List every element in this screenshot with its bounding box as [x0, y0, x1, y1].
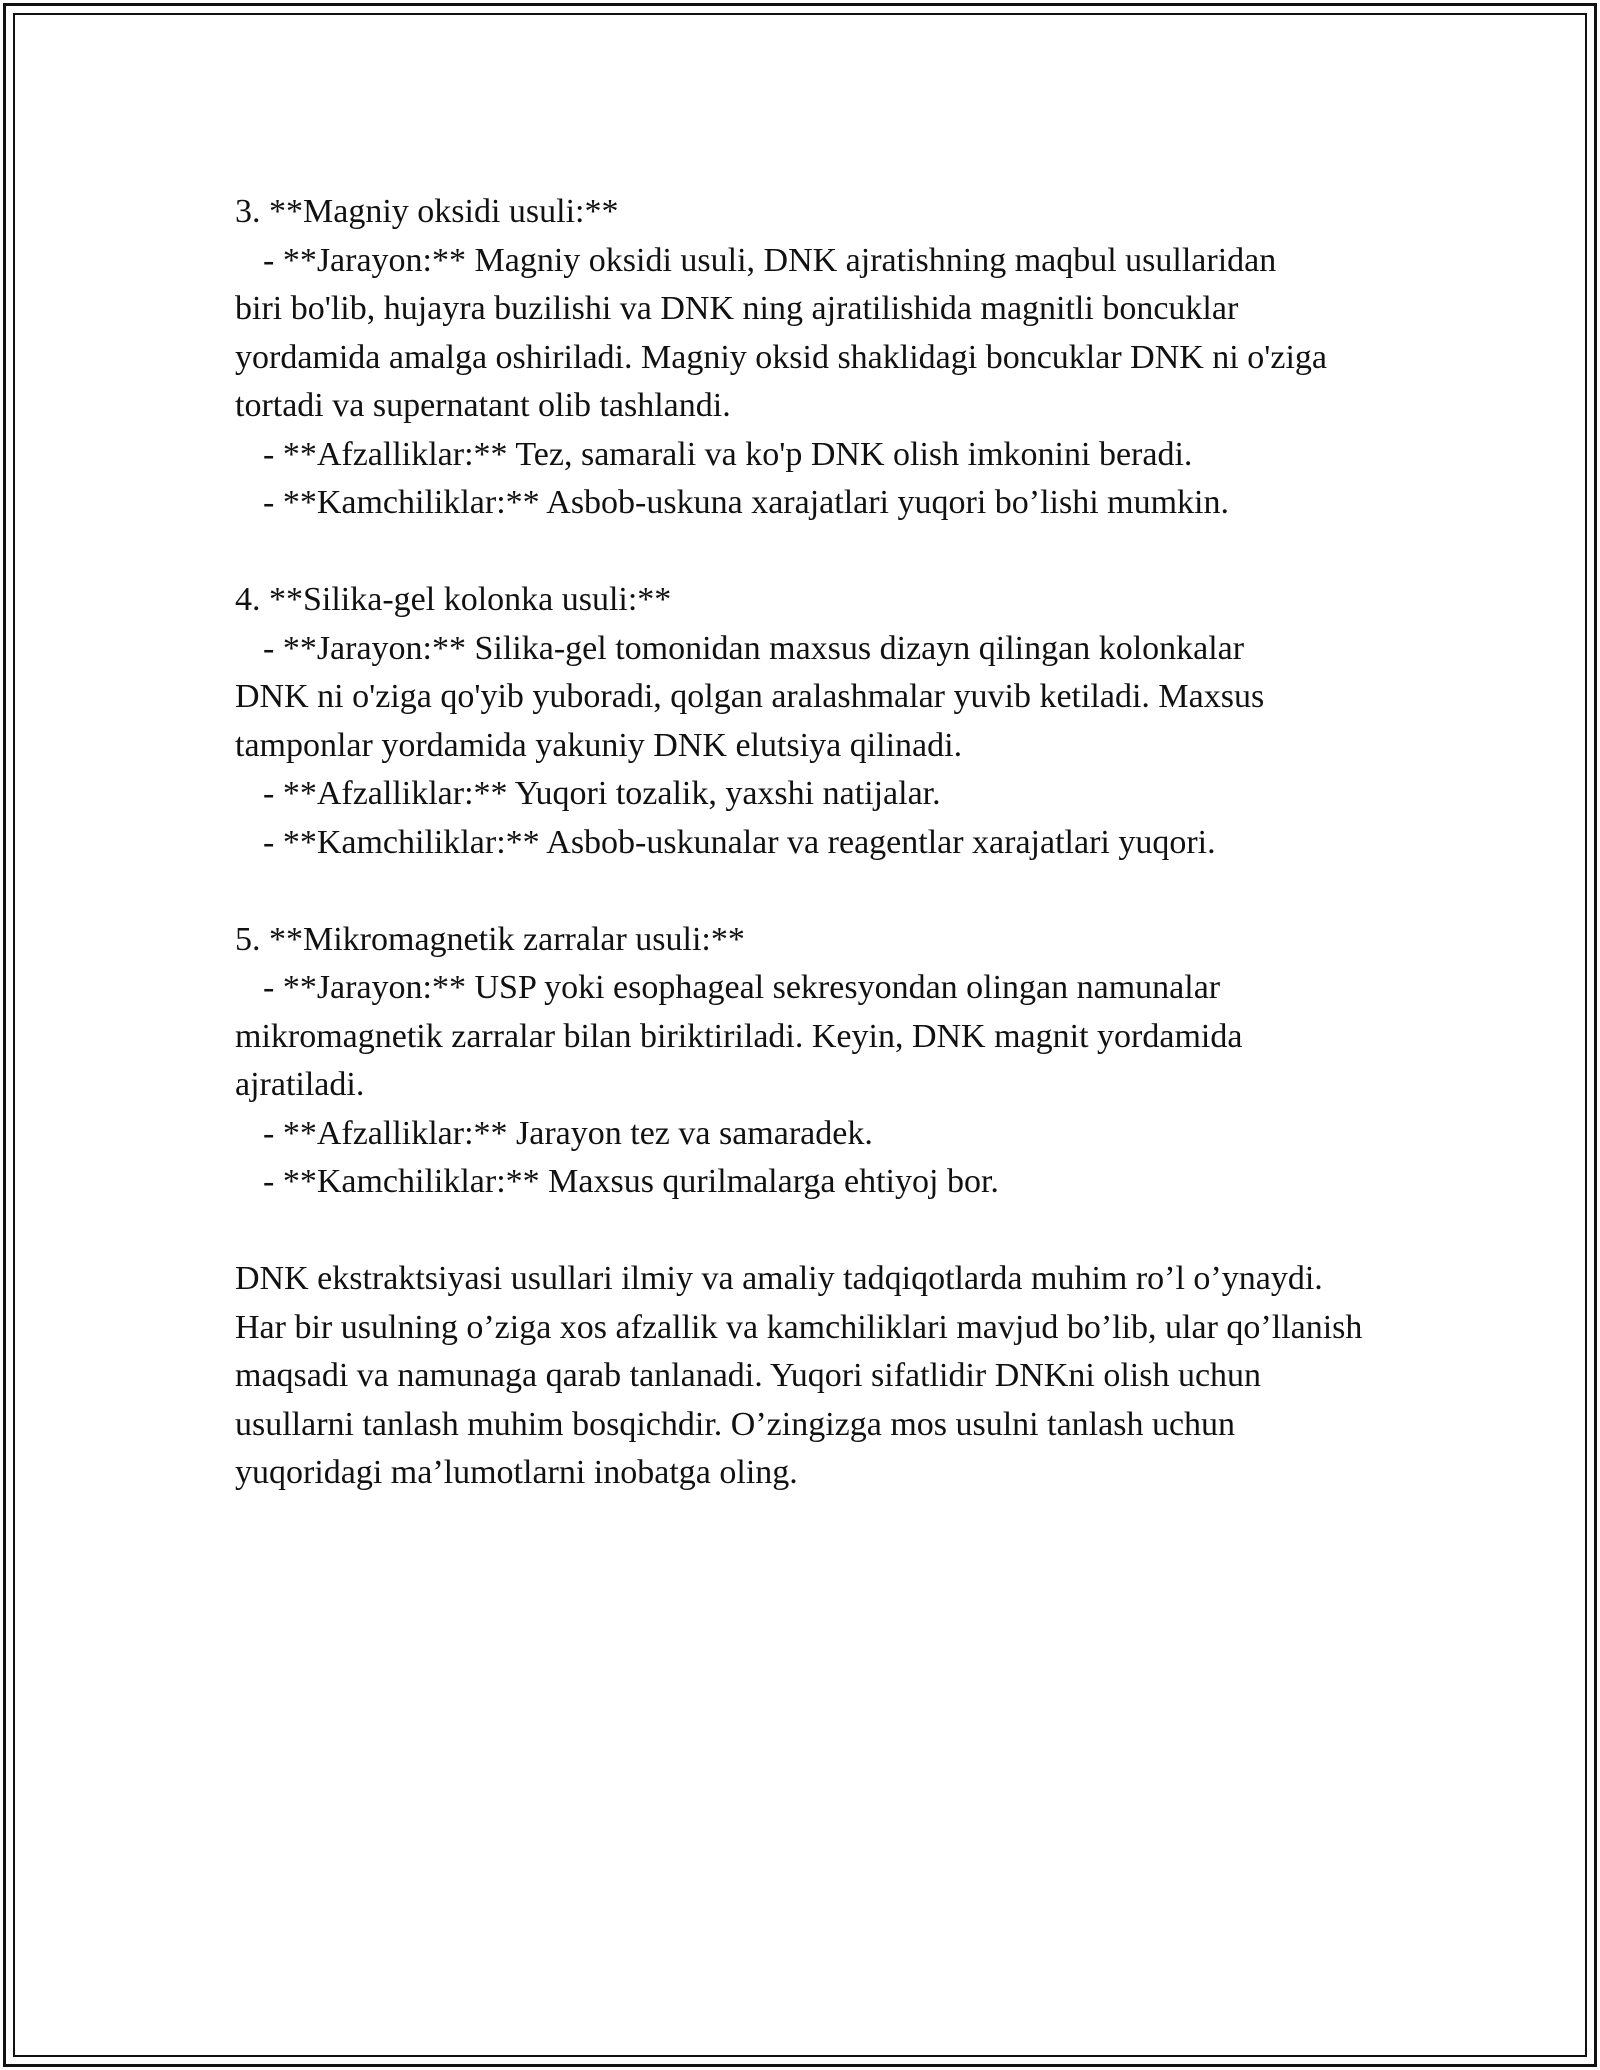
process-bullet: - **Jarayon:** Silika-gel tomonidan maxsus dizayn qilingan kolonkalar	[263, 629, 1245, 667]
section-heading: 4. **Silika-gel kolonka usuli:**	[235, 581, 672, 618]
process-bullet: - **Jarayon:** USP yoki esophageal sekresyondan olingan namunalar	[263, 969, 1221, 1006]
process-continuation: biri bo'lib, hujayra buzilishi va DNK ning ajratilishida magnitli boncuklar yordamida amalga oshiriladi. Magniy oksid shaklidagi boncuklar DNK ni o'ziga tortadi va supernatant olib tashlandi.	[235, 290, 1336, 424]
section-mikromagnetik	[235, 916, 1385, 1207]
advantages-bullet: - **Afzalliklar:** Tez, samarali va ko'p DNK olish imkonini beradi.	[263, 435, 1193, 473]
document-body	[235, 188, 1385, 1498]
process-continuation: DNK ni o'ziga qo'yib yuboradi, qolgan aralashmalar yuvib ketiladi. Maxsus tamponlar yordamida yakuniy DNK elutsiya qilinadi.	[235, 678, 1273, 764]
disadvantages-bullet: - **Kamchiliklar:** Asbob-uskuna xarajatlari yuqori bo’lishi mumkin.	[263, 484, 1229, 521]
disadvantages-bullet: - **Kamchiliklar:** Maxsus qurilmalarga ehtiyoj bor.	[263, 1163, 999, 1200]
section-magniy-oksidi	[235, 188, 1385, 528]
advantages-bullet: - **Afzalliklar:** Jarayon tez va samaradek.	[263, 1114, 873, 1152]
advantages-bullet: - **Afzalliklar:** Yuqori tozalik, yaxshi natijalar.	[263, 775, 941, 812]
section-heading: 3. **Magniy oksidi usuli:**	[235, 193, 619, 230]
section-heading: 5. **Mikromagnetik zarralar usuli:**	[235, 920, 745, 958]
disadvantages-bullet: - **Kamchiliklar:** Asbob-uskunalar va reagentlar xarajatlari yuqori.	[263, 823, 1216, 861]
process-continuation: mikromagnetik zarralar bilan biriktiriladi. Keyin, DNK magnit yordamida ajratiladi.	[235, 1017, 1251, 1103]
section-silika-gel	[235, 576, 1385, 867]
process-bullet: - **Jarayon:** Magniy oksidi usuli, DNK ajratishning maqbul usullaridan	[263, 241, 1277, 279]
conclusion-paragraph: DNK ekstraktsiyasi usullari ilmiy va amaliy tadqiqotlarda muhim ro’l o’ynaydi. Har bir usulning o’ziga xos afzallik va kamchiliklari mavjud bo’lib, ular qo’llanish maqsadi va namunaga qarab tanlanadi. Yuqori sifatlidir DNKni olish uchun usullarni tanlash muhim bosqichdir. O’zingizga mos usulni tanlash uchun yuqoridagi ma’lumotlarni inobatga oling.	[235, 1260, 1363, 1491]
